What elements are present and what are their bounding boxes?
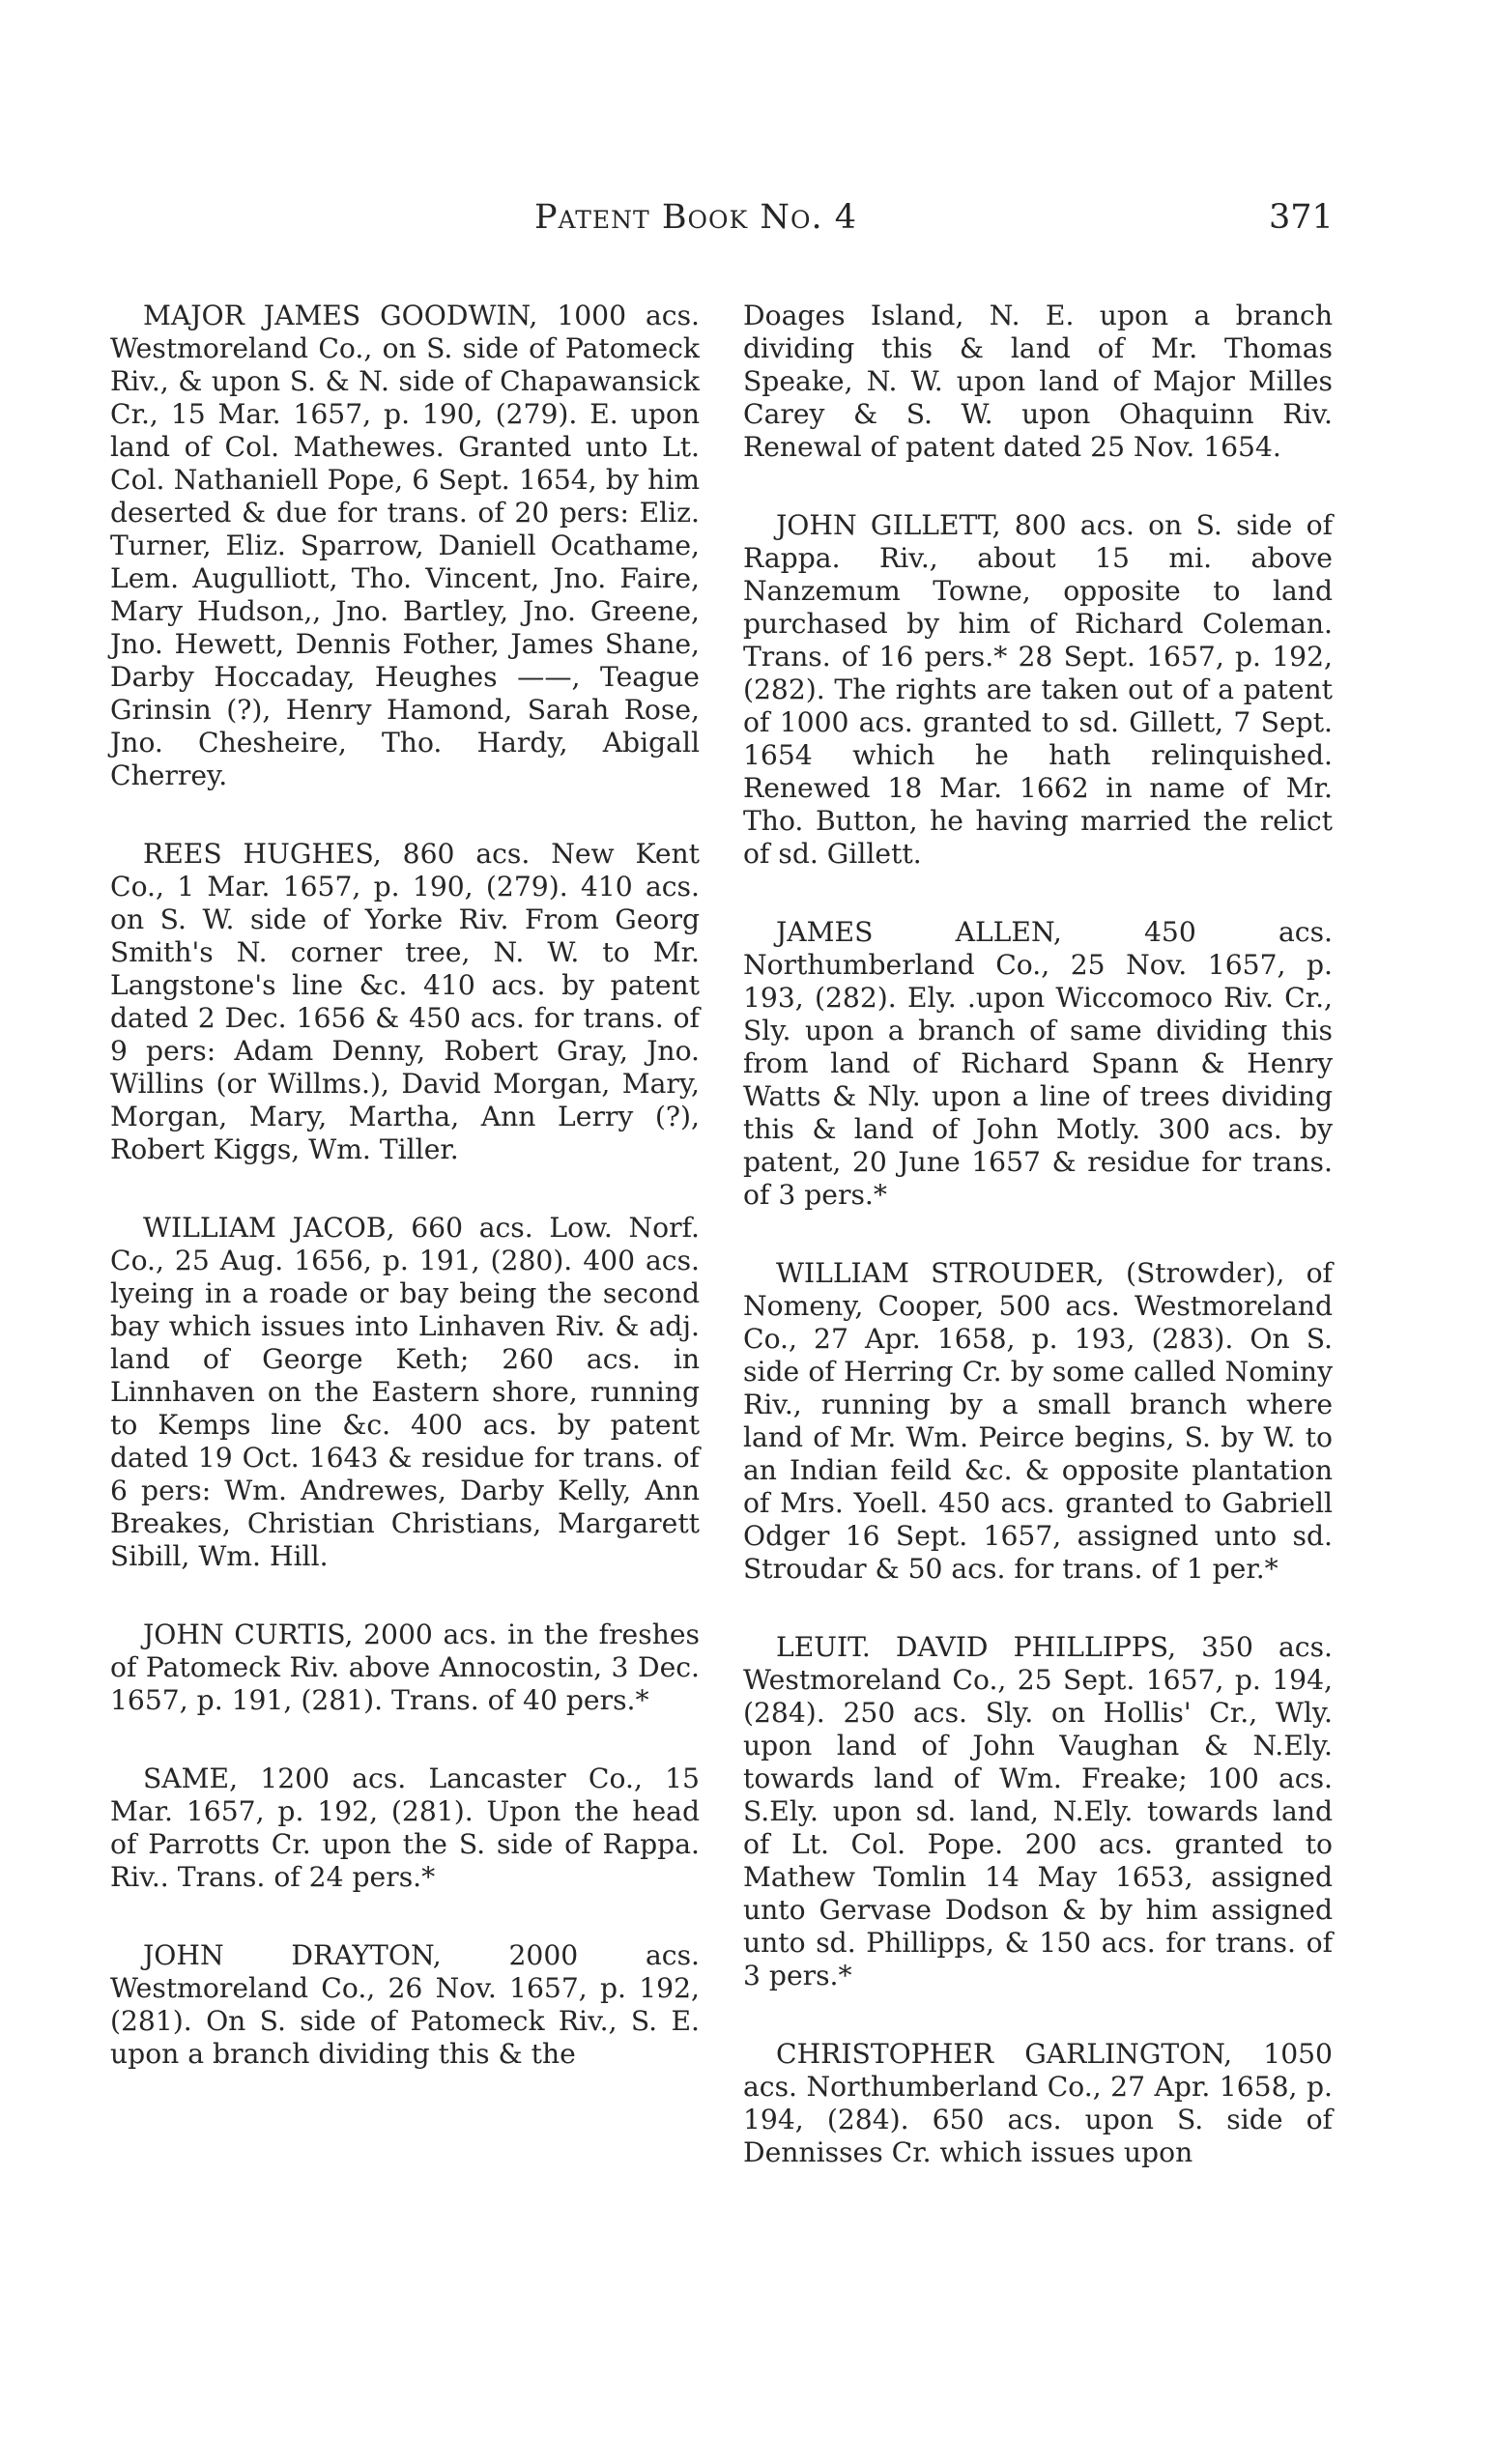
patent-entry: MAJOR JAMES GOODWIN, 1000 acs. Westmoreland Co., on S. side of Patomeck Riv., & upon S. & N. side of Chapawansick Cr., 15 Mar. 1657, p. 190, (279). E. upon land of Col. Mathewes. Granted unto Lt. Col. Nathaniell Pope, 6 Sept. 1654, by him deserted & due for trans. of 20 pers: Eliz. Turner, Eliz. Sparrow, Daniell Ocathame, Lem. Augulliott, Tho. Vincent, Jno. Faire, Mary Hudson,, Jno. Bartley, Jno. Greene, Jno. Hewett, Dennis Fother, James Shane, Darby Hoccaday, Heughes ——, Teague Grinsin (?), Henry Hamond, Sarah Rose, Jno. Chesheire, Tho. Hardy, Abigall Cherrey. bbox=[110, 300, 700, 791]
patent-entry: JOHN DRAYTON, 2000 acs. Westmoreland Co., 26 Nov. 1657, p. 192, (281). On S. side of Patomeck Riv., S. E. upon a branch dividing this & the bbox=[110, 1939, 700, 2070]
patent-entry: SAME, 1200 acs. Lancaster Co., 15 Mar. 1657, p. 192, (281). Upon the head of Parrotts Cr. upon the S. side of Rappa. Riv.. Trans. of 24 pers.* bbox=[110, 1762, 700, 1893]
patent-entry: LEUIT. DAVID PHILLIPPS, 350 acs. Westmoreland Co., 25 Sept. 1657, p. 194, (284). 250 acs. Sly. on Hollis' Cr., Wly. upon land of John Vaughan & N.Ely. towards land of Wm. Freake; 100 acs. S.Ely. upon sd. land, N.Ely. towards land of Lt. Col. Pope. 200 acs. granted to Mathew Tomlin 14 May 1653, assigned unto Gervase Dodson & by him assigned unto sd. Phillipps, & 150 acs. for trans. of 3 pers.* bbox=[743, 1631, 1333, 1991]
header-title: Patent Book No. 4 bbox=[534, 198, 857, 237]
patent-entry: WILLIAM STROUDER, (Strowder), of Nomeny, Cooper, 500 acs. Westmoreland Co., 27 Apr. 1658, p. 193, (283). On S. side of Herring Cr. by some called Nominy Riv., running by a small branch where land of Mr. Wm. Peirce begins, S. by W. to an Indian feild &c. & opposite plantation of Mrs. Yoell. 450 acs. granted to Gabriell Odger 16 Sept. 1657, assigned unto sd. Stroudar & 50 acs. for trans. of 1 per.* bbox=[743, 1257, 1333, 1585]
patent-entry: JAMES ALLEN, 450 acs. Northumberland Co., 25 Nov. 1657, p. 193, (282). Ely. .upon Wiccomoco Riv. Cr., Sly. upon a branch of same dividing this from land of Richard Spann & Henry Watts & Nly. upon a line of trees dividing this & land of John Motly. 300 acs. by patent, 20 June 1657 & residue for trans. of 3 pers.* bbox=[743, 916, 1333, 1211]
patent-entry: WILLIAM JACOB, 660 acs. Low. Norf. Co., 25 Aug. 1656, p. 191, (280). 400 acs. lyeing in a roade or bay being the second bay which issues into Linhaven Riv. & adj. land of George Keth; 260 acs. in Linnhaven on the Eastern shore, running to Kemps line &c. 400 acs. by patent dated 19 Oct. 1643 & residue for trans. of 6 pers: Wm. Andrewes, Darby Kelly, Ann Breakes, Christian Christians, Margarett Sibill, Wm. Hill. bbox=[110, 1212, 700, 1572]
running-header bbox=[0, 198, 1494, 256]
right-column bbox=[743, 300, 1333, 2169]
page-number: 371 bbox=[1269, 198, 1334, 237]
patent-entry-continued: Doages Island, N. E. upon a branch dividing this & land of Mr. Thomas Speake, N. W. upon land of Major Milles Carey & S. W. upon Ohaquinn Riv. Renewal of patent dated 25 Nov. 1654. bbox=[743, 300, 1333, 463]
left-column bbox=[110, 300, 700, 2071]
patent-entry: CHRISTOPHER GARLINGTON, 1050 acs. Northumberland Co., 27 Apr. 1658, p. 194, (284). 650 acs. upon S. side of Dennisses Cr. which issues upon bbox=[743, 2038, 1333, 2168]
patent-entry: JOHN CURTIS, 2000 acs. in the freshes of Patomeck Riv. above Annocostin, 3 Dec. 1657, p. 191, (281). Trans. of 40 pers.* bbox=[110, 1619, 700, 1716]
patent-entry: JOHN GILLETT, 800 acs. on S. side of Rappa. Riv., about 15 mi. above Nanzemum Towne, opposite to land purchased by him of Richard Coleman. Trans. of 16 pers.* 28 Sept. 1657, p. 192, (282). The rights are taken out of a patent of 1000 acs. granted to sd. Gillett, 7 Sept. 1654 which he hath relinquished. Renewed 18 Mar. 1662 in name of Mr. Tho. Button, he having married the relict of sd. Gillett. bbox=[743, 509, 1333, 870]
patent-entry: REES HUGHES, 860 acs. New Kent Co., 1 Mar. 1657, p. 190, (279). 410 acs. on S. W. side of Yorke Riv. From Georg Smith's N. corner tree, N. W. to Mr. Langstone's line &c. 410 acs. by patent dated 2 Dec. 1656 & 450 acs. for trans. of 9 pers: Adam Denny, Robert Gray, Jno. Willins (or Willms.), David Morgan, Mary, Morgan, Mary, Martha, Ann Lerry (?), Robert Kiggs, Wm. Tiller. bbox=[110, 838, 700, 1165]
